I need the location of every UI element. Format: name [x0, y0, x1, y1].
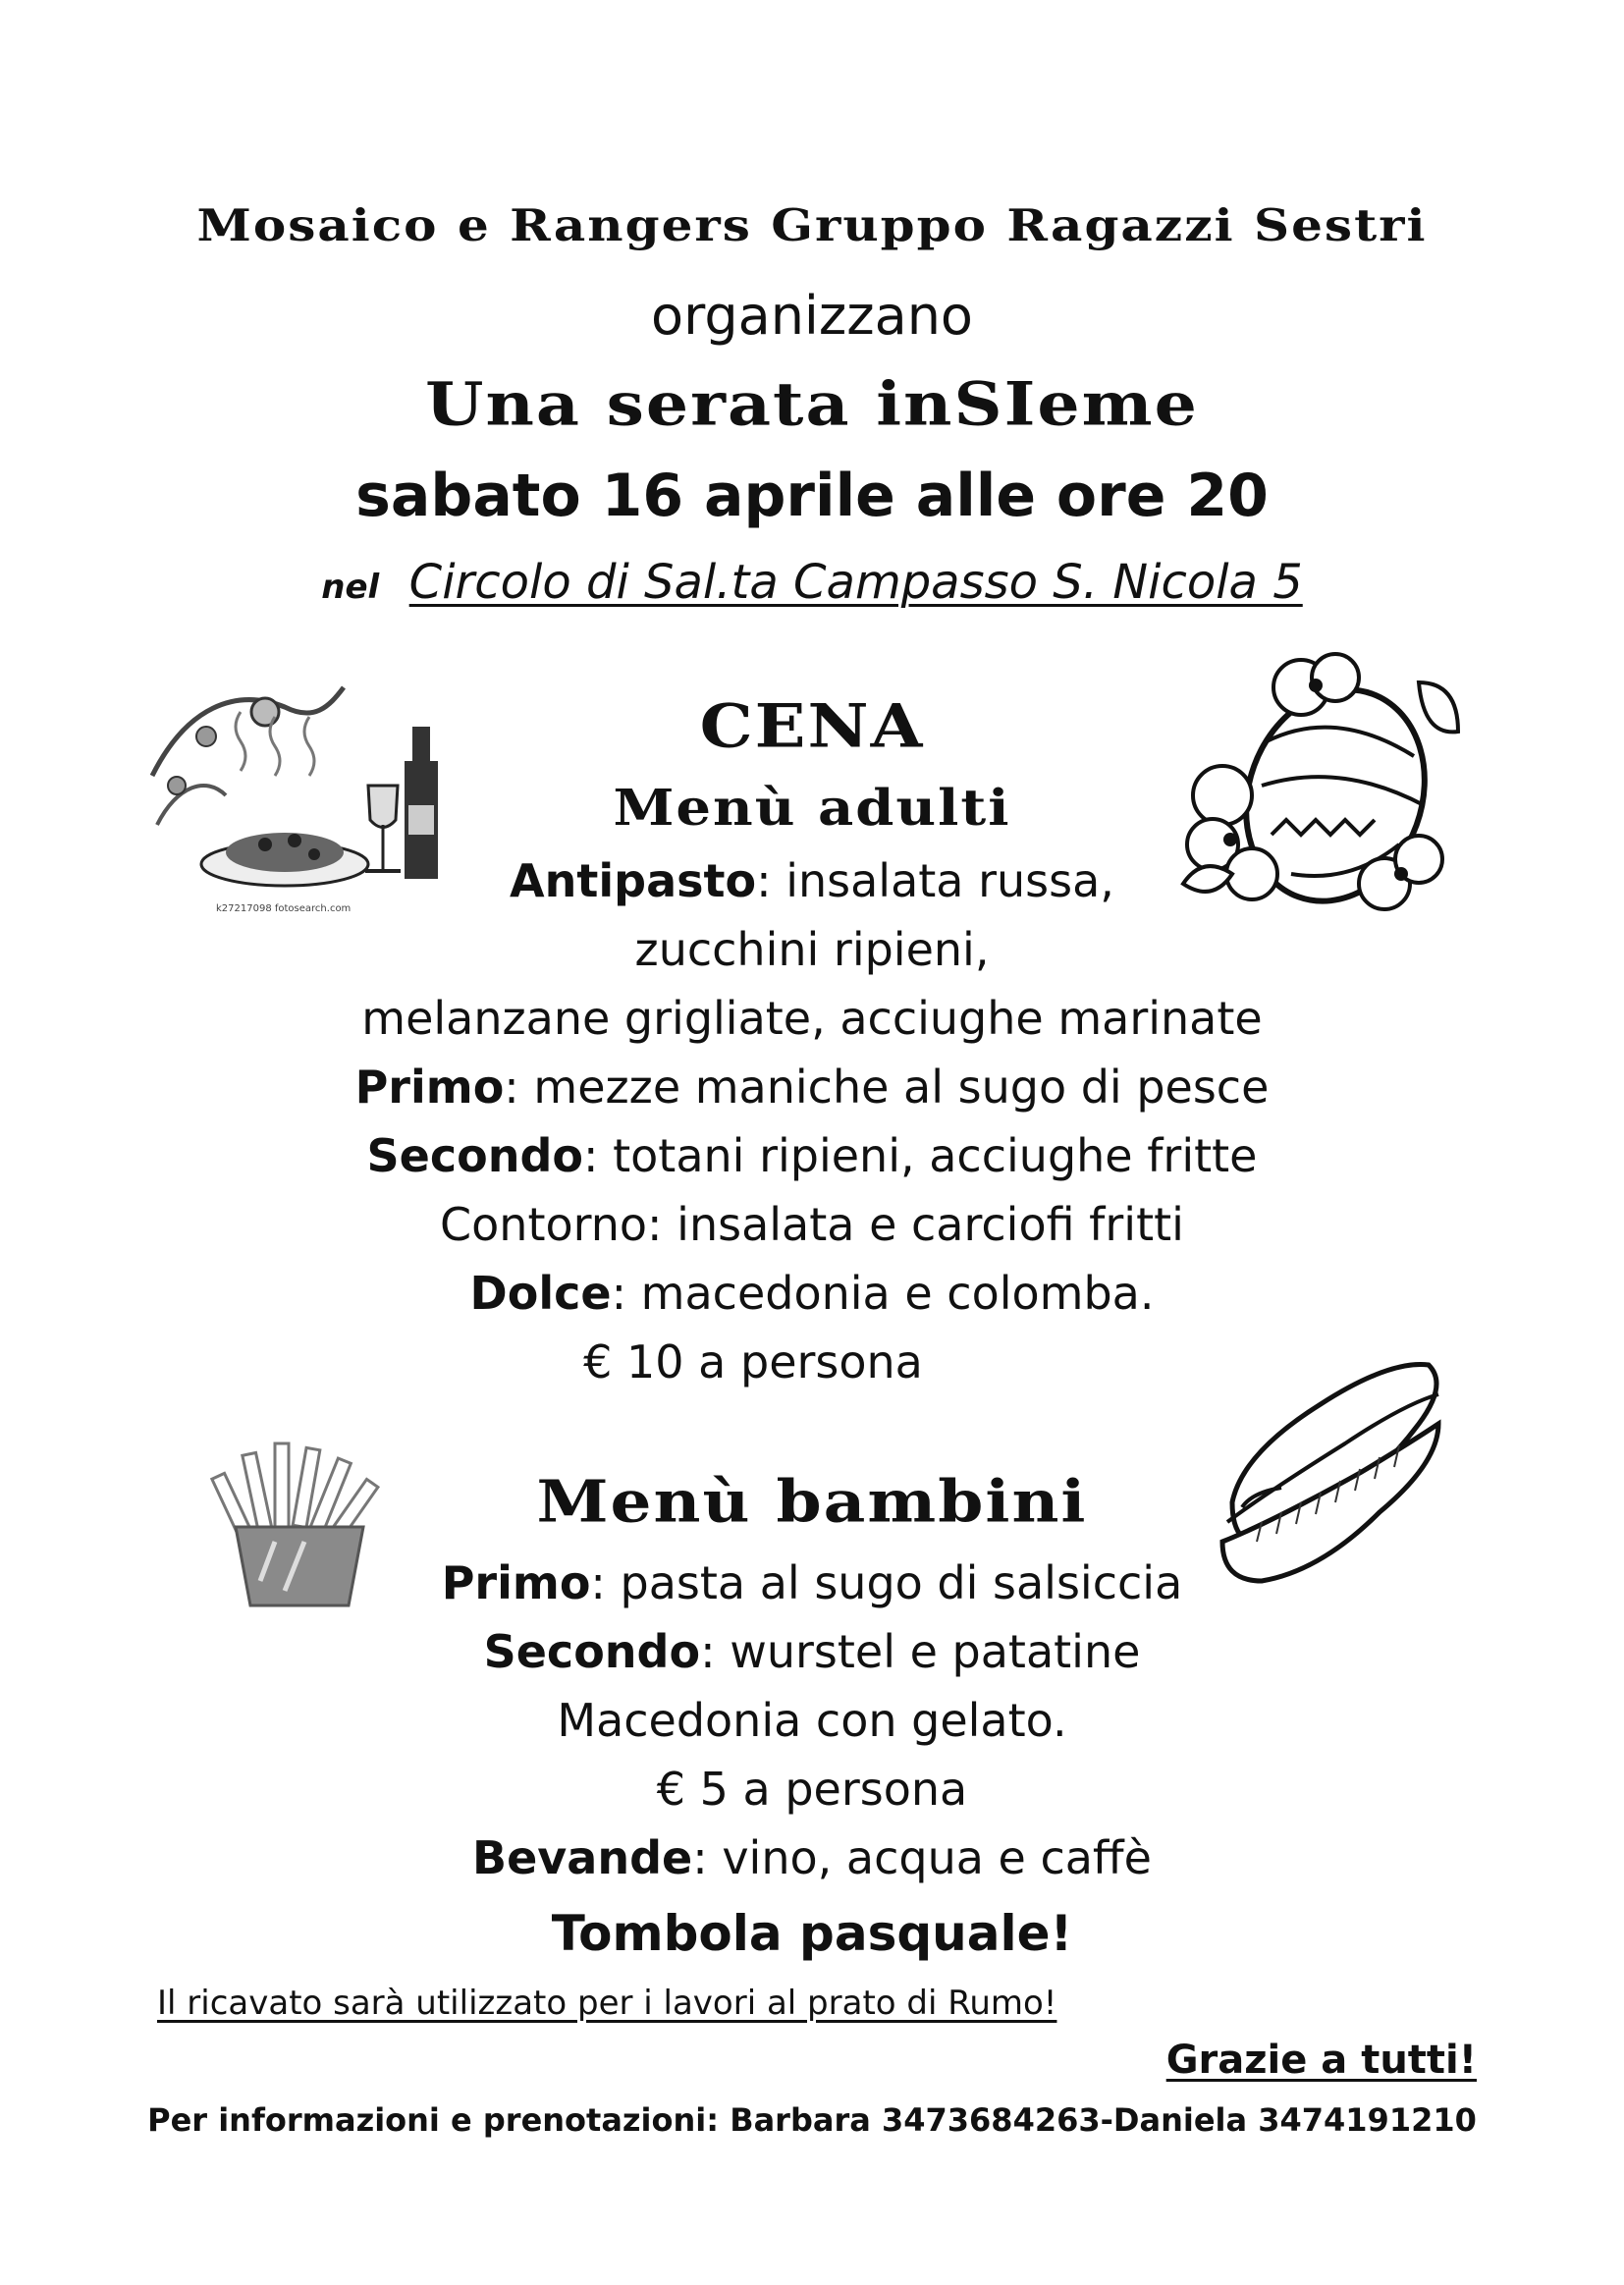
organize-verb: organizzano — [651, 285, 973, 347]
kids-primo-value: : pasta al sugo di salsiccia — [590, 1556, 1183, 1609]
event-location: Circolo di Sal.ta Campasso S. Nicola 5 — [408, 555, 1303, 610]
bevande-label: Bevande — [472, 1831, 693, 1884]
bevande-value: : vino, acqua e caffè — [692, 1831, 1152, 1884]
primo-line — [0, 1061, 1624, 1114]
dolce-label: Dolce — [469, 1267, 612, 1320]
proceeds-note: Il ricavato sarà utilizzato per i lavori al prato di Rumo! — [157, 1984, 1057, 2023]
secondo-line — [0, 1129, 1624, 1182]
dolce-line — [0, 1267, 1624, 1320]
kids-price: € 5 a persona — [656, 1763, 968, 1816]
tombola-line: Tombola pasquale! — [551, 1905, 1073, 1962]
contorno-line: Contorno: insalata e carciofi fritti — [440, 1198, 1184, 1251]
event-title: Una serata inSIeme — [425, 369, 1199, 440]
secondo-label: Secondo — [366, 1129, 583, 1182]
antipasto-value: : insalata russa, — [756, 854, 1114, 907]
kids-secondo-line — [0, 1625, 1624, 1678]
adult-menu-title: Menù adulti — [613, 779, 1011, 838]
location-prefix: nel — [321, 568, 380, 607]
bevande-line — [0, 1831, 1624, 1884]
svg-text:k27217098 fotosearch.com: k27217098 fotosearch.com — [216, 903, 352, 914]
secondo-value: : totani ripieni, acciughe fritte — [583, 1129, 1258, 1182]
dinner-title: CENA — [699, 691, 925, 762]
kids-dessert-line: Macedonia con gelato. — [557, 1694, 1067, 1747]
kids-secondo-value: : wurstel e patatine — [700, 1625, 1141, 1678]
antipasto-line-3: melanzane grigliate, acciughe marinate — [361, 992, 1263, 1045]
primo-value: : mezze maniche al sugo di pesce — [504, 1061, 1270, 1114]
antipasto-line-2: zucchini ripieni, — [634, 923, 990, 976]
event-date-time: sabato 16 aprile alle ore 20 — [355, 462, 1269, 530]
antipasto-line — [0, 854, 1624, 907]
thanks-line: Grazie a tutti! — [1165, 2038, 1477, 2083]
dolce-value: : macedonia e colomba. — [611, 1267, 1155, 1320]
contacts-line: Per informazioni e prenotazioni: Barbara 3473684263-Daniela 3474191210 — [147, 2101, 1477, 2139]
event-location-line — [0, 555, 1624, 610]
adult-price: € 10 a persona — [583, 1335, 923, 1388]
kids-secondo-label: Secondo — [483, 1625, 701, 1678]
antipasto-label: Antipasto — [510, 854, 757, 907]
primo-label: Primo — [354, 1061, 505, 1114]
kids-menu-title: Menù bambini — [536, 1466, 1088, 1537]
organizers-line: Mosaico e Rangers Gruppo Ragazzi Sestri — [196, 198, 1428, 252]
kids-primo-label: Primo — [441, 1556, 591, 1609]
kids-primo-line — [0, 1556, 1624, 1609]
